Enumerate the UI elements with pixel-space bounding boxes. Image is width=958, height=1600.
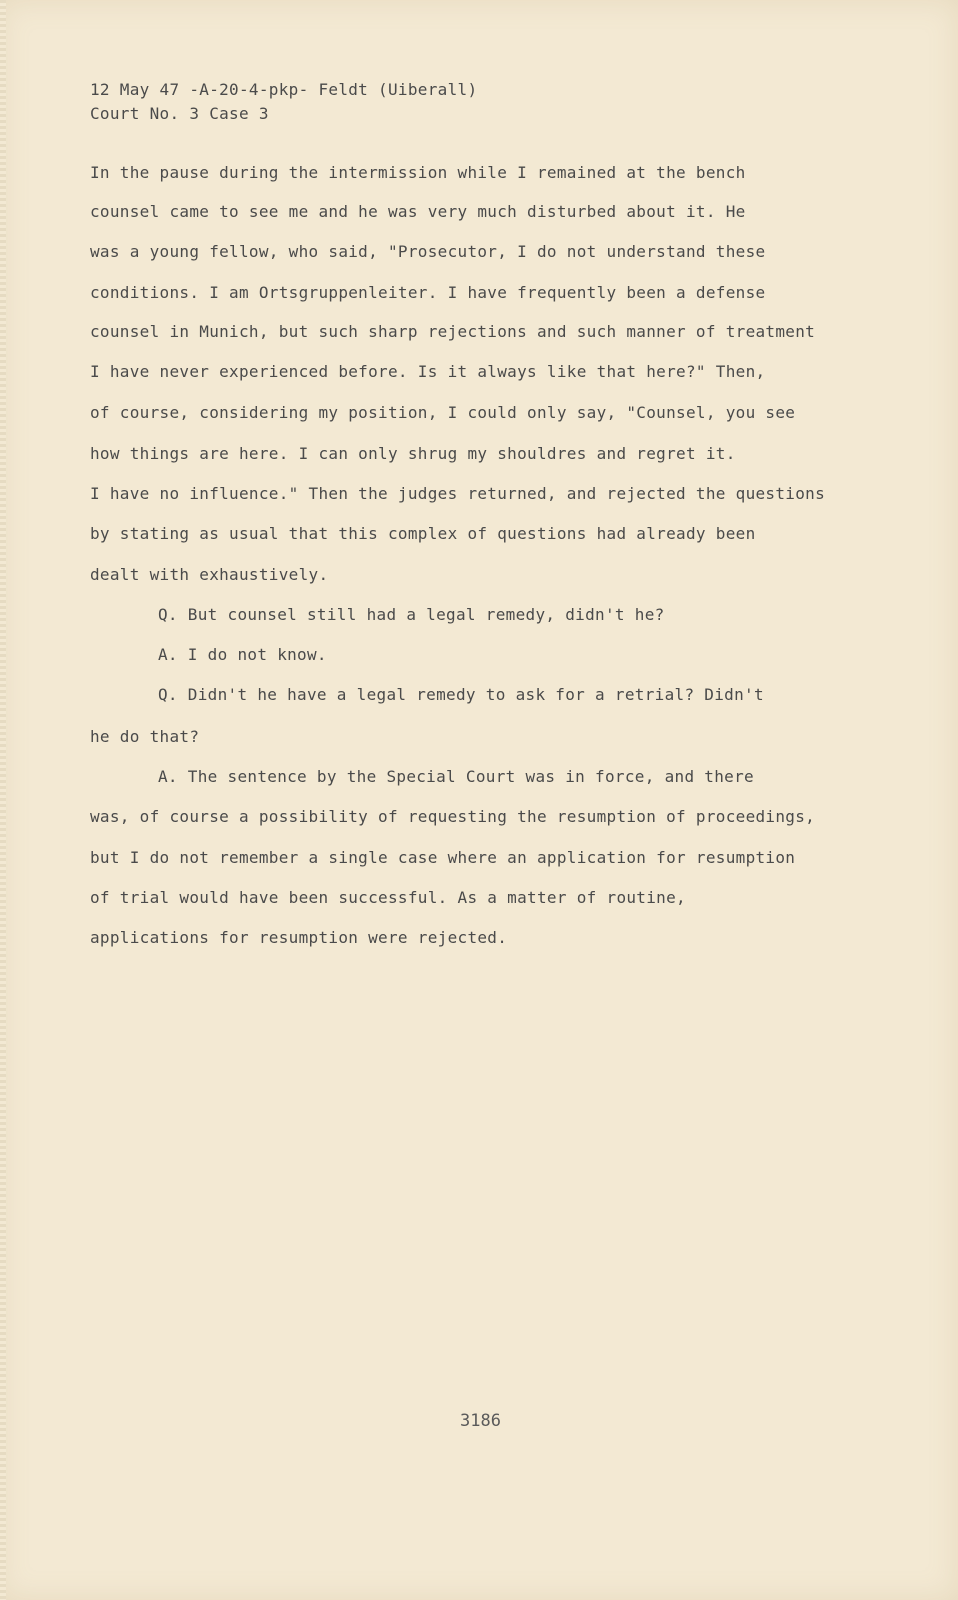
body-line: by stating as usual that this complex of questions had already been: [90, 524, 756, 543]
page-number: 3186: [460, 1411, 501, 1431]
body-line: was a young fellow, who said, "Prosecutor, I do not understand these: [90, 242, 766, 261]
answer-2: A. The sentence by the Special Court was in force, and there: [158, 767, 754, 786]
body-line: counsel came to see me and he was very much disturbed about it. He: [90, 202, 746, 221]
body-line: conditions. I am Ortsgruppenleiter. I have frequently been a defense: [90, 283, 766, 302]
perforated-edge: [0, 0, 6, 1600]
body-line: dealt with exhaustively.: [90, 565, 329, 584]
body-line: of course, considering my position, I could only say, "Counsel, you see: [90, 403, 796, 422]
body-line: how things are here. I can only shrug my shouldres and regret it.: [90, 444, 736, 463]
answer-2-line: but I do not remember a single case where an application for resumption: [90, 848, 796, 867]
header-line-2: Court No. 3 Case 3: [90, 104, 269, 123]
question-2-continued: he do that?: [90, 727, 200, 746]
answer-2-line: was, of course a possibility of requesting the resumption of proceedings,: [90, 807, 816, 826]
answer-2-line: applications for resumption were rejected.: [90, 928, 508, 947]
body-line: counsel in Munich, but such sharp rejections and such manner of treatment: [90, 322, 816, 341]
body-line: In the pause during the intermission while I remained at the bench: [90, 163, 746, 182]
answer-1: A. I do not know.: [158, 645, 327, 664]
question-2: Q. Didn't he have a legal remedy to ask for a retrial? Didn't: [158, 685, 764, 704]
question-1: Q. But counsel still had a legal remedy, didn't he?: [158, 605, 665, 624]
header-line-1: 12 May 47 -A-20-4-pkp- Feldt (Uiberall): [90, 80, 478, 99]
body-line: I have no influence." Then the judges returned, and rejected the questions: [90, 484, 826, 503]
answer-2-line: of trial would have been successful. As a matter of routine,: [90, 888, 686, 907]
body-line: I have never experienced before. Is it always like that here?" Then,: [90, 362, 766, 381]
